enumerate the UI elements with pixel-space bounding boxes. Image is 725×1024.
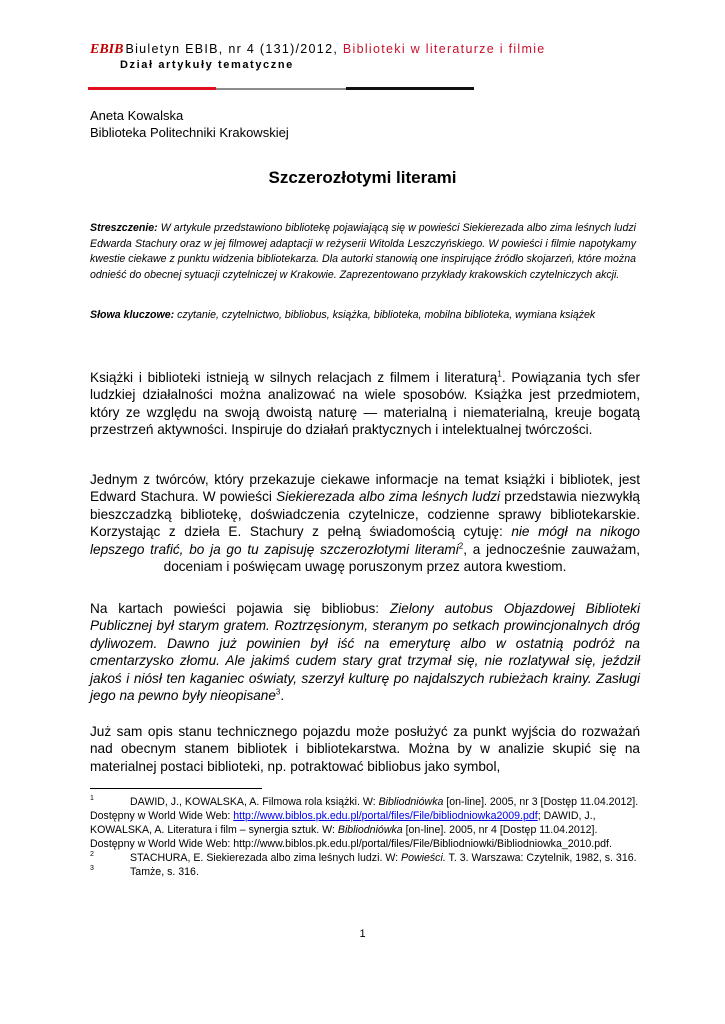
author-name: Aneta Kowalska bbox=[90, 108, 184, 123]
p3-text-b: . bbox=[280, 688, 285, 704]
abstract-text: W artykule przedstawiono bibliotekę pojawiającą się w powieści Siekierezada albo zima leśnych ludzi Edwarda Stachury oraz w jej filmowej adaptacji w reżyserii Witolda Leszczyńskiego. W powieści i filmie napotykamy kwestie ciekawe z punktu widzenia bibliotekarza. Dla autorki stanowią one inspirujące źródło skojarzeń, które można odnieść do obecnej sytuacji czytelniczej w Krakowie. Zaprezentowano przykłady krakowskich czytelniczych akcji. bbox=[90, 222, 636, 281]
paragraph-2 bbox=[90, 471, 640, 575]
footnote-ref-3[interactable]: 3 bbox=[275, 687, 281, 697]
paragraph-1 bbox=[90, 369, 640, 439]
fn2-text-b: T. 3. Warszawa: Czytelnik, 1982, s. 316. bbox=[445, 852, 637, 864]
keywords bbox=[90, 308, 636, 324]
bulletin-issue: Biuletyn EBIB, nr 4 (131)/2012, bbox=[125, 42, 343, 56]
fn3-text: Tamże, s. 316. bbox=[130, 866, 199, 878]
abstract bbox=[90, 221, 636, 283]
p2-text-b: przedstawia niezwykłą bieszczadzką bibliotekę, doświadczenia czytelnicze, codzienne sprawy bibliotekarskie. Korzystając z dzieła E. Stachury z pełną świadomością cytuję: bbox=[90, 489, 640, 540]
p2-quote: nie mógł na nikogo lepszego trafić, bo ja go tu zapisuję szczerozłotymi literami bbox=[90, 524, 640, 557]
footnote-ref-2[interactable]: 2 bbox=[458, 541, 464, 551]
fn1-text-a: DAWID, J., KOWALSKA, A. Filmowa rola książki. W: bbox=[130, 796, 379, 808]
footnote-2: 2 STACHURA, E. Siekierezada albo zima leśnych ludzi. W: Powieści. T. 3. Warszawa: Czytelnik, 1982, s. 316. bbox=[90, 851, 637, 864]
header-rule-red bbox=[88, 87, 216, 90]
p2-book-title: Siekierezada albo zima leśnych ludzi bbox=[276, 489, 501, 505]
author-block bbox=[90, 107, 289, 141]
fn2-text-a: STACHURA, E. Siekierezada albo zima leśnych ludzi. W: bbox=[130, 852, 402, 864]
header-rule-gray bbox=[216, 88, 346, 90]
fn1-text-c: ; DAWID, J., KOWALSKA, A. Literatura i film – synergia sztuk. W: bbox=[90, 810, 596, 836]
footnote-3: 3 Tamże, s. 316. bbox=[90, 865, 199, 878]
author-affiliation: Biblioteka Politechniki Krakowskiej bbox=[90, 125, 289, 140]
footnote-ref-1[interactable]: 1 bbox=[497, 369, 502, 379]
issue-theme: Biblioteki w literaturze i filmie bbox=[342, 42, 546, 56]
fn1-text-d: [on-line]. 2005, nr 4 [Dostęp 11.04.2012]. Dostępny w World Wide Web: http://www.biblos.pk.edu.pl/portal/files/File/Bibliodniowki/Bibliodniowka_2010.pdf. bbox=[90, 824, 612, 850]
page-number: 1 bbox=[359, 928, 366, 940]
fn1-source-2: Bibliodniówka bbox=[337, 824, 403, 836]
abstract-label: Streszczenie: bbox=[90, 222, 158, 234]
header-rule-black bbox=[346, 87, 474, 90]
section-name: Dział artykuły tematyczne bbox=[120, 59, 294, 71]
p2-text-a: Jednym z twórców, który przekazuje ciekawe informacje na temat książki i bibliotek, jest Edward Stachura. W powieści bbox=[90, 472, 640, 505]
ebib-logo: EBIB bbox=[90, 42, 124, 57]
p1-text-b: . Powiązania tych sfer ludzkiej działalności można analizować na wiele sposobów. Książka jest przedmiotem, który ze względu na swoją dwoistą naturę — materialną i niematerialną, kreuje bogatą przestrzeń aktywności. Inspiruje do działań praktycznych i intelektualnej twórczości. bbox=[90, 370, 640, 438]
article-title: Szczerozłotymi literami bbox=[268, 168, 457, 187]
paragraph-4: Już sam opis stanu technicznego pojazdu może posłużyć za punkt wyjścia do rozważań nad obecnym stanem bibliotek i bibliotekarstwa. Można by w analizie skupić się na materialnej postaci biblioteki, np. potraktować bibliobus jako symbol, bbox=[90, 724, 640, 774]
fn1-source: Bibliodniówka bbox=[378, 796, 444, 808]
paragraph-3 bbox=[90, 600, 640, 704]
p2-text-c: , a jednocześnie zauważam, doceniam i poświęcam uwagę poruszonym przez autora kwestiom. bbox=[163, 541, 640, 575]
keywords-label: Słowa kluczowe: bbox=[90, 309, 175, 321]
p1-text-a: Książki i biblioteki istnieją w silnych relacjach z filmem i literaturą bbox=[90, 370, 498, 385]
fn1-link[interactable]: http://www.biblos.pk.edu.pl/portal/files/File/bibliodniowka2009.pdf bbox=[233, 810, 538, 822]
running-header bbox=[90, 42, 650, 73]
keywords-text: czytanie, czytelnictwo, bibliobus, książka, biblioteka, mobilna biblioteka, wymiana książek bbox=[177, 309, 596, 321]
fn2-source: Powieści. bbox=[401, 852, 446, 864]
p3-text-a: Na kartach powieści pojawia się bibliobus: bbox=[90, 601, 390, 616]
footnotes bbox=[90, 795, 640, 879]
header-line bbox=[90, 42, 650, 57]
footnote-1: 1 DAWID, J., KOWALSKA, A. Filmowa rola książki. W: Bibliodniówka [on-line]. 2005, nr 3 [Dostęp 11.04.2012]. Dostępny w World Wide Web: http://www.biblos.pk.edu.pl/portal/files/File/bibliodniowka2009.pdf; DAWID, J., KOWALSKA, A. Literatura i film – synergia sztuk. W: Bibliodniówka [on-line]. 2005, nr 4 [Dostęp 11.04.2012]. Dostępny w World Wide Web: http://www.biblos.pk.edu.pl/portal/files/File/Bibliodniowki/Bibliodniowka_2010.pdf. bbox=[90, 795, 639, 850]
fn1-text-b: [on-line]. 2005, nr 3 [Dostęp 11.04.2012]. Dostępny w World Wide Web: bbox=[90, 796, 639, 822]
p3-quote: Zielony autobus Objazdowej Biblioteki Publicznej był starym gratem. Roztrzęsionym, steranym po setkach prowincjonalnych dróg dyliwozem. Dawno już powinien był iść na emeryturę albo w ostatnią podróż na cmentarzysko złomu. Ale jakimś cudem stary grat trzymał się, nie rozlatywał się, jeździł jakoś i niósł ten kaganiec oświaty, szerzył kulturę po najdalszych rubieżach krainy. Zasługi jego na pewno były nieopisane bbox=[90, 601, 640, 704]
footnote-separator bbox=[90, 788, 262, 789]
